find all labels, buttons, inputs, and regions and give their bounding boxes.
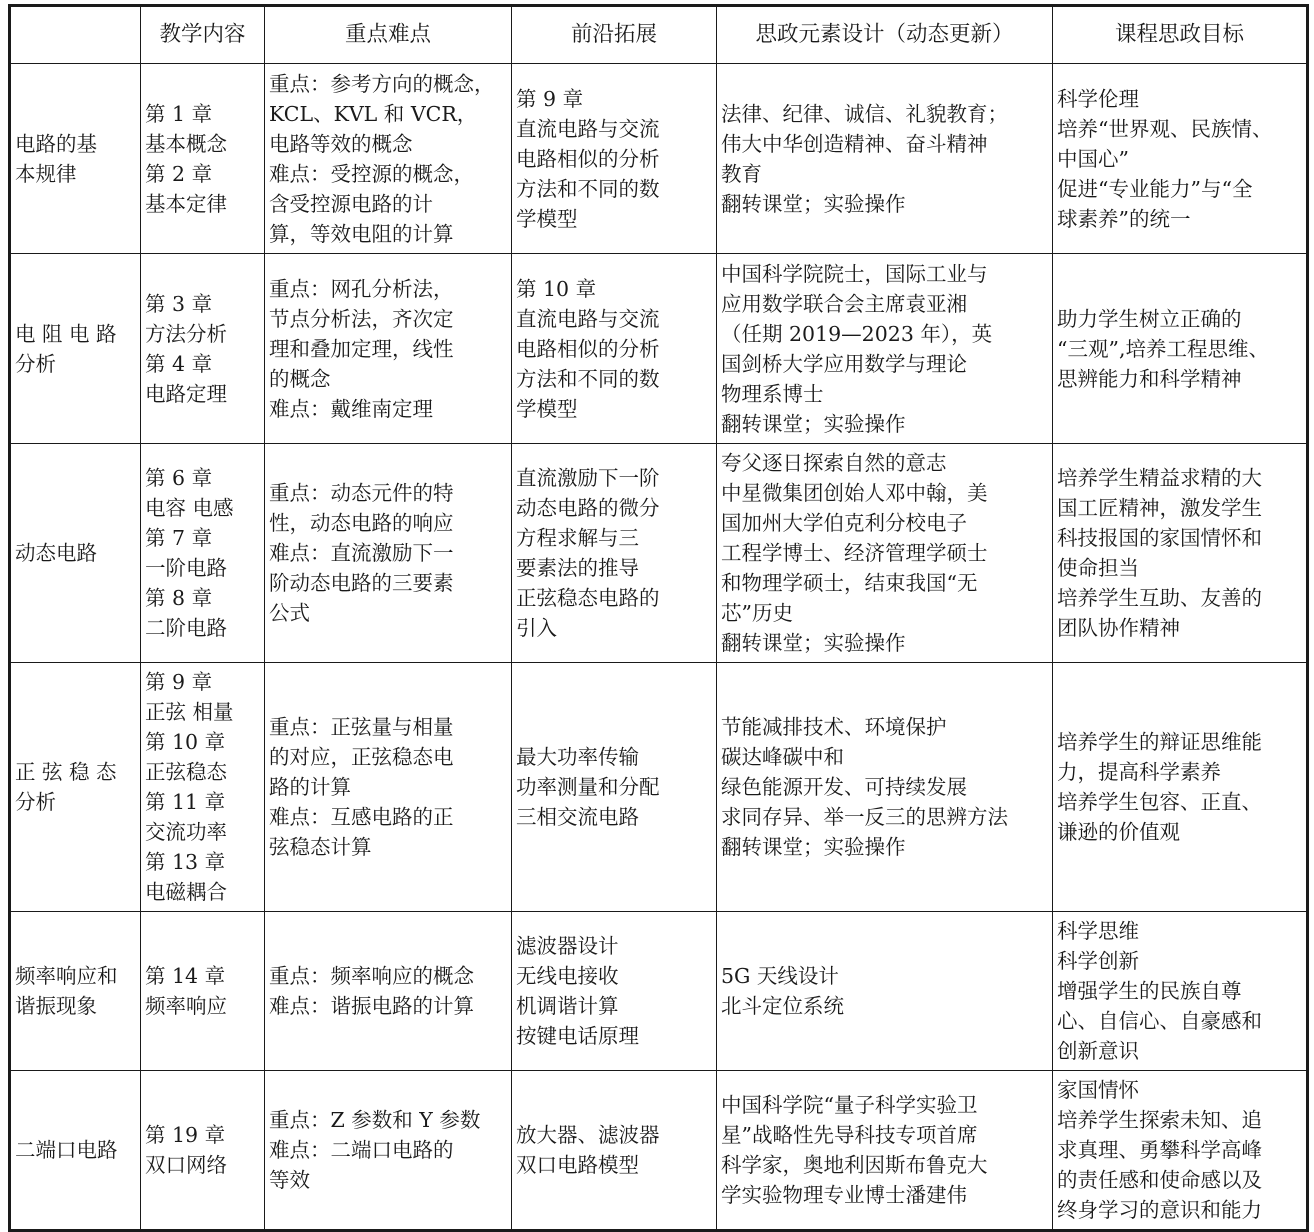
cell-text-line: 交流功率	[145, 820, 227, 844]
cell-text-line: 学模型	[516, 396, 578, 421]
cell-text-line: 难点：二端口电路的	[269, 1138, 454, 1162]
cell-text-line: 重点：动态元件的特	[269, 481, 454, 505]
cell-text-line: 培养学生的辩证思维能	[1057, 730, 1262, 754]
cell-text-line: 难点：直流激励下一	[269, 541, 454, 565]
cell-text-line: 二阶电路	[145, 616, 227, 640]
keypoints-cell	[265, 912, 512, 1071]
cell-text-line: 和物理学硕士，结束我国“无	[721, 571, 978, 595]
cell-text-line: 重点：Z 参数和 Y 参数	[269, 1108, 481, 1132]
cell-text-line: 促进“专业能力”与“全	[1057, 176, 1253, 201]
cell-text-line: 工程学博士、经济管理学硕士	[721, 541, 988, 565]
elements-cell	[717, 1071, 1053, 1231]
cell-text-line: 电路相似的分析	[516, 146, 660, 171]
cell-text-line: 中星微集团创始人邓中翰，美	[721, 481, 988, 505]
keypoints-cell	[265, 1071, 512, 1231]
cell-text-line: 家国情怀	[1057, 1078, 1139, 1102]
frontier-cell	[512, 444, 717, 663]
cell-text-line: “三观”,培养工程思维、	[1057, 336, 1269, 361]
cell-text-line: 直流激励下一阶	[516, 466, 660, 490]
cell-text-line: 翻转课堂；实验操作	[721, 631, 906, 655]
cell-text-line: 方程求解与三	[516, 526, 639, 550]
cell-text-line: 教育	[721, 161, 762, 186]
cell-text-line: 绿色能源开发、可持续发展	[721, 775, 967, 799]
header-cell-content: 教学内容	[141, 6, 265, 64]
elements-cell	[717, 663, 1053, 912]
cell-text-line: 创新意识	[1057, 1039, 1139, 1063]
cell-text-line: 谦逊的价值观	[1057, 820, 1180, 844]
frontier-cell	[512, 64, 717, 254]
cell-text-line: 电路等效的概念	[269, 131, 413, 156]
cell-text-line: 难点：互感电路的正	[269, 805, 454, 829]
cell-text-line: 谐振现象	[15, 994, 97, 1018]
cell-text-line: 难点：戴维南定理	[269, 396, 433, 421]
frontier-cell	[512, 1071, 717, 1231]
cell-text-line: 培养学生精益求精的大	[1057, 466, 1262, 490]
goals-cell	[1053, 912, 1308, 1071]
cell-text-line: 应用数学联合会主席袁亚湘	[721, 291, 967, 316]
course-table	[8, 4, 1309, 1232]
cell-text-line: 路的计算	[269, 775, 351, 799]
goals-cell	[1053, 254, 1308, 444]
table-row	[10, 444, 1308, 663]
topic-cell	[10, 663, 141, 912]
keypoints-cell	[265, 254, 512, 444]
cell-text-line: 求真理、勇攀科学高峰	[1057, 1138, 1262, 1162]
cell-text-line: 重点：频率响应的概念	[269, 964, 474, 988]
cell-text-line: 理和叠加定理，线性	[269, 336, 454, 361]
cell-text-line: 第 19 章	[145, 1123, 226, 1147]
cell-text-line: 终身学习的意识和能力	[1057, 1198, 1262, 1222]
cell-text-line: 重点：参考方向的概念，	[269, 71, 495, 96]
content-cell	[141, 1071, 265, 1231]
cell-text-line: 第 14 章	[145, 964, 226, 988]
cell-text-line: 国加州大学伯克利分校电子	[721, 511, 967, 535]
cell-text-line: 频率响应和	[15, 964, 118, 988]
goals-cell	[1053, 444, 1308, 663]
table-row	[10, 254, 1308, 444]
header-cell-elements: 思政元素设计（动态更新）	[717, 6, 1053, 64]
cell-text-line: 中国科学院“量子科学实验卫	[721, 1093, 978, 1117]
cell-text-line: 引入	[516, 616, 557, 640]
cell-text-line: 学实验物理专业博士潘建伟	[721, 1183, 967, 1207]
cell-text-line: 增强学生的民族自尊	[1057, 979, 1242, 1003]
goals-cell	[1053, 663, 1308, 912]
cell-text-line: 第 9 章	[145, 670, 213, 694]
cell-text-line: 节点分析法，齐次定	[269, 306, 454, 331]
topic-cell	[10, 64, 141, 254]
cell-text-line: 的责任感和使命感以及	[1057, 1168, 1262, 1192]
goals-cell	[1053, 1071, 1308, 1231]
cell-text-line: 直流电路与交流	[516, 306, 660, 331]
cell-text-line: 节能减排技术、环境保护	[721, 715, 947, 739]
header-cell-frontier: 前沿拓展	[512, 6, 717, 64]
cell-text-line: 第 9 章	[516, 86, 584, 111]
cell-text-line: 机调谐计算	[516, 994, 619, 1018]
table-row	[10, 663, 1308, 912]
content-cell	[141, 444, 265, 663]
cell-text-line: 第 7 章	[145, 526, 213, 550]
cell-text-line: 重点：正弦量与相量	[269, 715, 454, 739]
table-row	[10, 1071, 1308, 1231]
cell-text-line: 科学伦理	[1057, 86, 1139, 111]
cell-text-line: 国剑桥大学应用数学与理论	[721, 351, 967, 376]
cell-text-line: 动态电路的微分	[516, 496, 660, 520]
cell-text-line: 正弦稳态电路的	[516, 586, 660, 610]
content-cell	[141, 254, 265, 444]
cell-text-line: 公式	[269, 601, 310, 625]
cell-text-line: 物理系博士	[721, 381, 824, 406]
cell-text-line: 本规律	[15, 161, 77, 186]
cell-text-line: 科技报国的家国情怀和	[1057, 526, 1262, 550]
cell-text-line: 基本概念	[145, 131, 227, 156]
cell-text-line: 双口电路模型	[516, 1153, 639, 1177]
table-row	[10, 64, 1308, 254]
cell-text-line: 第 6 章	[145, 466, 213, 490]
header-cell-goals: 课程思政目标	[1053, 6, 1308, 64]
elements-cell	[717, 64, 1053, 254]
cell-text-line: 科学思维	[1057, 919, 1139, 943]
cell-text-line: 含受控源电路的计	[269, 191, 433, 216]
cell-text-line: 的概念	[269, 366, 331, 391]
cell-text-line: 培养学生互助、友善的	[1057, 586, 1262, 610]
cell-text-line: 球素养”的统一	[1057, 206, 1191, 231]
cell-text-line: 方法和不同的数	[516, 366, 660, 391]
cell-text-line: 第 4 章	[145, 351, 213, 376]
cell-text-line: 翻转课堂；实验操作	[721, 411, 906, 436]
elements-cell	[717, 254, 1053, 444]
cell-text-line: 放大器、滤波器	[516, 1123, 660, 1147]
cell-text-line: 三相交流电路	[516, 805, 639, 829]
cell-text-line: 基本定律	[145, 191, 227, 216]
cell-text-line: 正弦稳态	[145, 760, 227, 784]
cell-text-line: 力，提高科学素养	[1057, 760, 1221, 784]
header-cell-topic	[10, 6, 141, 64]
cell-text-line: 求同存异、举一反三的思辨方法	[721, 805, 1008, 829]
keypoints-cell	[265, 444, 512, 663]
cell-text-line: 使命担当	[1057, 556, 1139, 580]
cell-text-line: 翻转课堂；实验操作	[721, 835, 906, 859]
cell-text-line: 最大功率传输	[516, 745, 639, 769]
keypoints-cell	[265, 64, 512, 254]
cell-text-line: 二端口电路	[15, 1138, 118, 1162]
cell-text-line: 星”战略性先导科技专项首席	[721, 1123, 978, 1147]
cell-text-line: 双口网络	[145, 1153, 227, 1177]
cell-text-line: 北斗定位系统	[721, 994, 844, 1018]
elements-cell	[717, 444, 1053, 663]
cell-text-line: 科学家，奥地利因斯布鲁克大	[721, 1153, 988, 1177]
cell-text-line: 电路相似的分析	[516, 336, 660, 361]
cell-text-line: 电路定理	[145, 381, 227, 406]
cell-text-line: 第 1 章	[145, 101, 213, 126]
cell-text-line: 动态电路	[15, 541, 97, 565]
cell-text-line: 电 阻 电 路	[15, 321, 117, 346]
cell-text-line: 阶动态电路的三要素	[269, 571, 454, 595]
cell-text-line: 思辨能力和科学精神	[1057, 366, 1242, 391]
cell-text-line: 第 11 章	[145, 790, 226, 814]
cell-text-line: 功率测量和分配	[516, 775, 660, 799]
cell-text-line: 重点：网孔分析法，	[269, 276, 454, 301]
cell-text-line: 第 2 章	[145, 161, 213, 186]
cell-text-line: 学模型	[516, 206, 578, 231]
keypoints-cell	[265, 663, 512, 912]
cell-text-line: 算，等效电阻的计算	[269, 221, 454, 246]
cell-text-line: 等效	[269, 1168, 310, 1192]
cell-text-line: 中国心”	[1057, 146, 1129, 171]
cell-text-line: 一阶电路	[145, 556, 227, 580]
header-row	[10, 6, 1308, 64]
topic-cell	[10, 912, 141, 1071]
cell-text-line: 方法和不同的数	[516, 176, 660, 201]
cell-text-line: 方法分析	[145, 321, 227, 346]
cell-text-line: 第 3 章	[145, 291, 213, 316]
elements-cell	[717, 912, 1053, 1071]
cell-text-line: 中国科学院院士，国际工业与	[721, 261, 988, 286]
frontier-cell	[512, 663, 717, 912]
cell-text-line: 国工匠精神，激发学生	[1057, 496, 1262, 520]
cell-text-line: 法律、纪律、诚信、礼貌教育；	[721, 101, 1008, 126]
cell-text-line: 正弦 相量	[145, 700, 234, 724]
frontier-cell	[512, 912, 717, 1071]
cell-text-line: 培养学生包容、正直、	[1057, 790, 1262, 814]
cell-text-line: 心、自信心、自豪感和	[1057, 1009, 1262, 1033]
content-cell	[141, 663, 265, 912]
cell-text-line: 电磁耦合	[145, 880, 227, 904]
cell-text-line: 电容 电感	[145, 496, 234, 520]
table-row	[10, 912, 1308, 1071]
cell-text-line: 正 弦 稳 态	[15, 760, 117, 784]
cell-text-line: （任期 2019—2023 年），英	[721, 321, 993, 346]
cell-text-line: 第 8 章	[145, 586, 213, 610]
content-cell	[141, 64, 265, 254]
cell-text-line: 第 13 章	[145, 850, 226, 874]
frontier-cell	[512, 254, 717, 444]
cell-text-line: 5G 天线设计	[721, 964, 839, 988]
cell-text-line: 难点：受控源的概念，	[269, 161, 474, 186]
cell-text-line: 科学创新	[1057, 949, 1139, 973]
cell-text-line: 频率响应	[145, 994, 227, 1018]
goals-cell	[1053, 64, 1308, 254]
cell-text-line: 翻转课堂；实验操作	[721, 191, 906, 216]
header-cell-keypoints: 重点难点	[265, 6, 512, 64]
cell-text-line: 直流电路与交流	[516, 116, 660, 141]
cell-text-line: 团队协作精神	[1057, 616, 1180, 640]
topic-cell	[10, 444, 141, 663]
cell-text-line: 第 10 章	[516, 276, 597, 301]
cell-text-line: 培养学生探索未知、追	[1057, 1108, 1262, 1132]
cell-text-line: 按键电话原理	[516, 1024, 639, 1048]
cell-text-line: 碳达峰碳中和	[721, 745, 844, 769]
cell-text-line: 伟大中华创造精神、奋斗精神	[721, 131, 988, 156]
topic-cell	[10, 1071, 141, 1231]
content-cell	[141, 912, 265, 1071]
cell-text-line: 滤波器设计	[516, 934, 619, 958]
cell-text-line: 第 10 章	[145, 730, 226, 754]
cell-text-line: KCL、KVL 和 VCR，	[269, 101, 478, 126]
cell-text-line: 助力学生树立正确的	[1057, 306, 1242, 331]
cell-text-line: 夸父逐日探索自然的意志	[721, 451, 947, 475]
cell-text-line: 难点：谐振电路的计算	[269, 994, 474, 1018]
cell-text-line: 芯”历史	[721, 601, 793, 625]
cell-text-line: 的对应，正弦稳态电	[269, 745, 454, 769]
topic-cell	[10, 254, 141, 444]
cell-text-line: 分析	[15, 790, 56, 814]
cell-text-line: 培养“世界观、民族情、	[1057, 116, 1273, 141]
cell-text-line: 弦稳态计算	[269, 835, 372, 859]
cell-text-line: 性，动态电路的响应	[269, 511, 454, 535]
cell-text-line: 要素法的推导	[516, 556, 639, 580]
cell-text-line: 分析	[15, 351, 56, 376]
cell-text-line: 无线电接收	[516, 964, 619, 988]
cell-text-line: 电路的基	[15, 131, 97, 156]
